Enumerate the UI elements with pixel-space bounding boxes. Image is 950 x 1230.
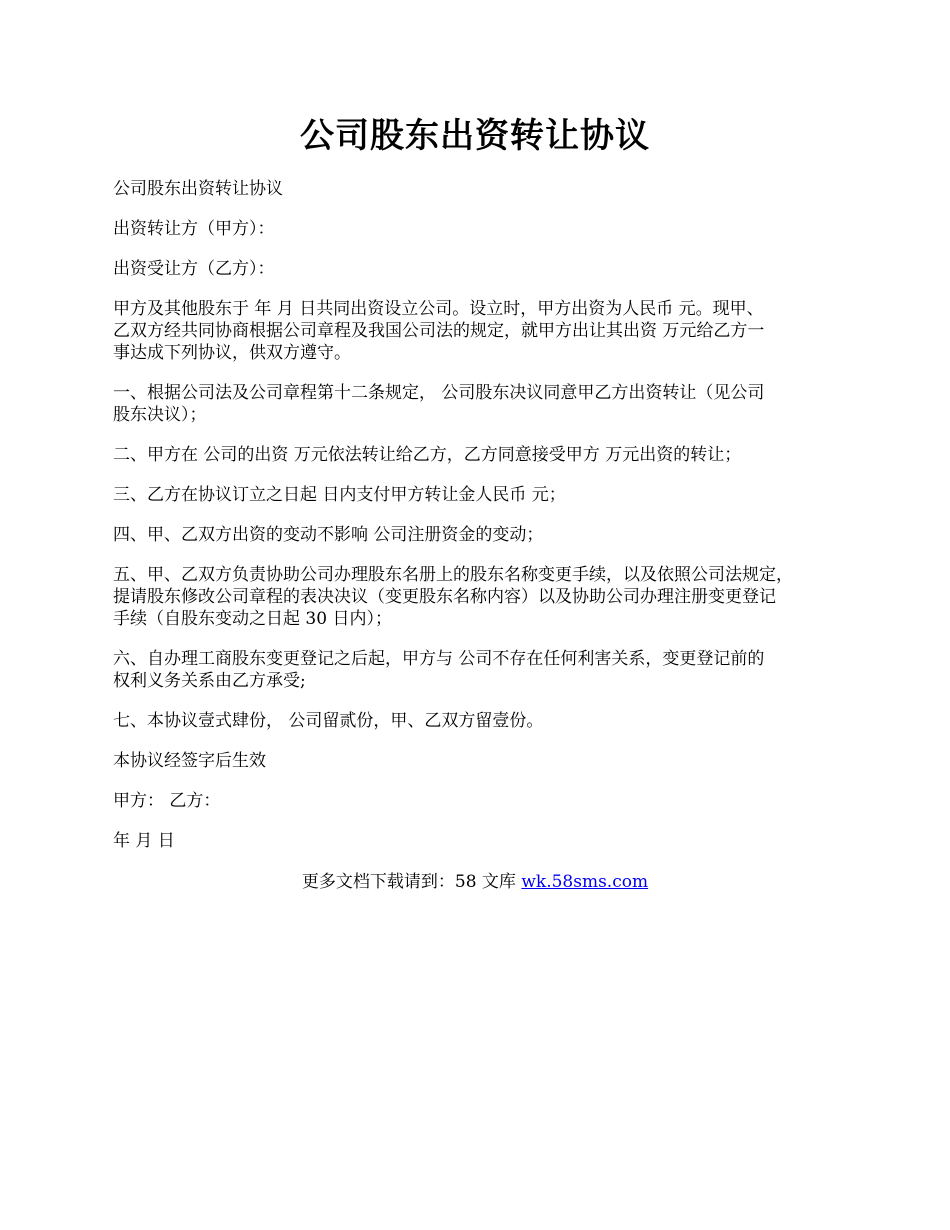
footer: [0, 871, 950, 893]
clause-7: 七、本协议壹式肆份， 公司留贰份，甲、乙双方留壹份。: [113, 711, 544, 731]
clause-5: 五、甲、乙双方负责协助公司办理股东名册上的股东名称变更手续，以及依照公司法规定， 提请股东修改公司章程的表决决议（变更股东名称内容）以及协助公司办理注册变更登记 手续（自股东变动之日起 30 日内）；: [113, 565, 793, 629]
clause-1: 一、根据公司法及公司章程第十二条规定， 公司股东决议同意甲乙方出资转让（见公司 股东决议）；: [113, 383, 765, 425]
clause-2: 二、甲方在 公司的出资 万元依法转让给乙方，乙方同意接受甲方 万元出资的转让；: [113, 445, 742, 465]
document-body: [113, 178, 853, 870]
clause-4: 四、甲、乙双方出资的变动不影响 公司注册资金的变动；: [113, 525, 544, 545]
signature-parties: 甲方： 乙方：: [113, 791, 221, 811]
paragraph-heading: 公司股东出资转让协议: [113, 179, 283, 199]
clause-3: 三、乙方在协议订立之日起 日内支付甲方转让金人民币 元；: [113, 485, 566, 505]
document-title: 公司股东出资转让协议: [300, 116, 650, 156]
footer-text: 更多文档下载请到：58 文库: [301, 872, 522, 892]
paragraph-preamble: 甲方及其他股东于 年 月 日共同出资设立公司。设立时，甲方出资为人民币 元。现甲、 乙双方经共同协商根据公司章程及我国公司法的规定，就甲方出让其出资 万元给乙方一 事达成下列协议，供双方遵守。: [113, 299, 765, 363]
paragraph-transferee: 出资受让方（乙方）：: [113, 259, 275, 279]
signature-date: 年 月 日: [113, 831, 175, 851]
clause-6: 六、自办理工商股东变更登记之后起，甲方与 公司不存在任何利害关系，变更登记前的 权利义务关系由乙方承受;: [113, 649, 765, 691]
effective-statement: 本协议经签字后生效: [113, 751, 266, 771]
paragraph-transferor: 出资转让方（甲方）：: [113, 219, 275, 239]
footer-link[interactable]: wk.58sms.com: [521, 872, 649, 892]
